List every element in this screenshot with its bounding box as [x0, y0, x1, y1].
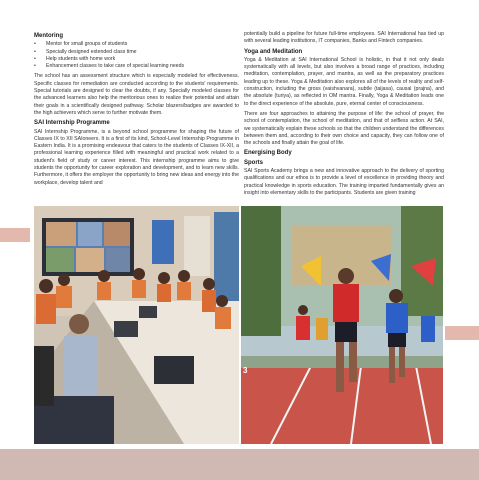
decorative-band-right	[445, 326, 479, 340]
bullet-icon: •	[34, 48, 36, 55]
internship-meeting-photo	[34, 206, 239, 444]
bullet-icon: •	[34, 63, 36, 70]
bullet-icon: •	[34, 41, 36, 48]
internship-heading: SAI Internship Programme	[34, 120, 110, 127]
sports-photo-illustration	[241, 206, 443, 444]
mentoring-bullet-list	[34, 41, 239, 70]
decorative-band-bottom	[0, 449, 479, 480]
sports-track-photo	[241, 206, 443, 444]
mentoring-bullet: • Mentor for small groups of students	[34, 41, 128, 48]
energising-heading: Energising Body	[244, 150, 292, 157]
decorative-band-left	[0, 228, 30, 242]
mentoring-bullet: • Specially designed extended class time	[34, 48, 137, 55]
mentoring-bullet: • Enhancement classes to take care of special learning needs	[34, 63, 185, 70]
internship-continued-paragraph: potentially build a pipeline for future full-time employees. SAI International has tied up with several leading institutions, IT companies, Banks and Fintech companies.	[244, 31, 444, 45]
mentoring-heading: Mentoring	[34, 33, 63, 39]
mentoring-bullet: • Help students with home work	[34, 55, 116, 62]
right-text-column	[244, 31, 444, 200]
sports-paragraph: SAI Sports Academy brings a new and innovative approach to the delivery of sporting qualifications and our ethos is to provide a level of excellence in providing theory and practical knowledge in sports education. The training imparted fundamentally gives an insight into elementary skills to the participants. Students are given training	[244, 168, 444, 196]
bullet-icon: •	[34, 55, 36, 62]
sports-heading: Sports	[244, 159, 264, 166]
yoga-paragraph: Yoga & Meditation at SAI International School is holistic, in that it not only deals systematically with all levels, but also involves a broad range of practices, including meditation, contemplation, prayer, and mantra, as well as the preparatory practices leading up to these. Yoga & Meditation also explores all of the levels of reality and self-construction, including the gross (vaishvanara), subtle (taijasa), causal (prajna), and the absolute (turiya), as reflected in OM mantra. Finally, Yoga & Meditation leads one to the direct experience of the absolute, pure, eternal center of consciousness.	[244, 56, 444, 107]
approaches-paragraph: There are four approaches to attaining the purpose of life: the school of prayer, the school of contemplation, the school of meditation, and that of selfless action. At SAI, we systematically explain these schools so that the children understand the differences between them and, according to their own choice and capacity, they can follow one of the schools and finally attain the goal of life.	[244, 110, 444, 147]
left-text-column	[34, 31, 239, 190]
mentoring-paragraph: The school has an assessment structure which is especially modeled for effectiveness. Specific classes for remediation are conducted according to the students' requirements. Special tutorials are designed to clear the doubts, if any. Specially modeled classes for the advanced learners also help the meritorious ones to realize their potential and attain their goals in a scientifically designed pathway. Scholar blazers/badges are awarded to the high achievers which serve to further motivate them.	[34, 73, 239, 116]
yoga-heading: Yoga and Meditation	[244, 48, 303, 55]
internship-paragraph: SAI Internship Programme, is a beyond school programme for shaping the future of Classes IX to XII SAIoneers. It is a first of its kind, School-Level Internship Programme in Eastern India. It is a promising endeavour that caters to the students of Classes IX-XII, a professional learning experience filled with meaningful and practical work related to a student's field of study or career interest. This internship programme aims to give students the opportunity for career exploration and development, and to learn new skills. Furthermore, it offers the employer the opportunity to bring new ideas and energy into the workplace, develop talent and	[34, 128, 239, 186]
photo-number-label: 3	[243, 366, 248, 375]
meeting-photo-illustration	[34, 206, 239, 444]
